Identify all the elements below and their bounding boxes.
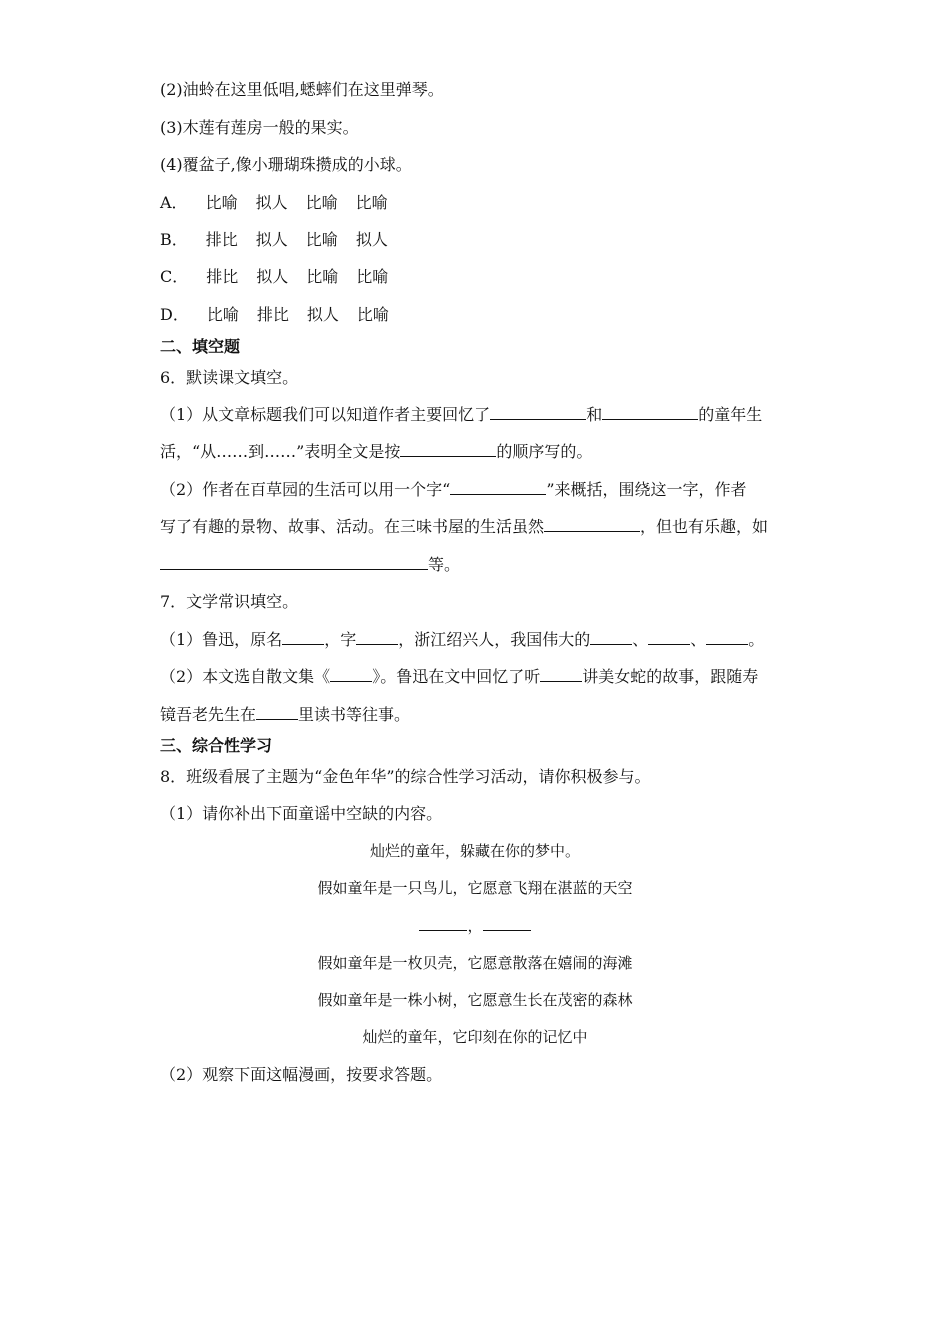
- q5-option-a[interactable]: [160, 193, 388, 213]
- option-term: 比喻: [305, 193, 338, 212]
- text: 活，“从……到……”表明全文是按: [160, 442, 401, 461]
- section-heading-fill-in: 二、填空题: [160, 337, 241, 356]
- text: ，浙江绍兴人，我国伟大的: [398, 630, 591, 649]
- option-term: 比喻: [306, 267, 339, 286]
- option-term: 比喻: [356, 267, 389, 286]
- text: （1）鲁迅，原名: [160, 630, 283, 649]
- option-letter: C．: [160, 267, 189, 286]
- option-term: 排比: [256, 305, 289, 324]
- option-letter: D．: [160, 305, 189, 324]
- blank-field[interactable]: [160, 555, 428, 570]
- text: 等。: [428, 555, 461, 574]
- q6-part2-line1: [160, 480, 747, 500]
- option-term: 比喻: [355, 193, 388, 212]
- option-term: 拟人: [255, 193, 288, 212]
- option-term: 比喻: [206, 305, 239, 324]
- text: ，: [467, 917, 483, 935]
- poem-line-1: 灿烂的童年，躲藏在你的梦中。: [369, 842, 580, 860]
- blank-field[interactable]: [544, 517, 640, 532]
- q6-part2-line2: [160, 517, 768, 537]
- q8-part1: （1）请你补出下面童谣中空缺的内容。: [160, 804, 443, 823]
- q6-part2-line3: [160, 555, 460, 575]
- q6-title: 6．默读课文填空。: [160, 368, 299, 387]
- text: 讲美女蛇的故事，跟随寿: [582, 667, 759, 686]
- option-letter: B．: [160, 230, 188, 249]
- blank-field[interactable]: [419, 916, 467, 931]
- text: 的顺序写的。: [496, 442, 593, 461]
- blank-field[interactable]: [483, 916, 531, 931]
- q6-part1-line2: [160, 442, 592, 462]
- text: 》。鲁迅在文中回忆了听: [372, 667, 541, 686]
- option-term: 比喻: [356, 305, 389, 324]
- blank-field[interactable]: [706, 630, 748, 645]
- blank-field[interactable]: [282, 630, 324, 645]
- q5-item-4: (4)覆盆子,像小珊瑚珠攒成的小球。: [160, 155, 412, 174]
- option-term: 排比: [206, 267, 239, 286]
- poem-blank-line: [0, 916, 950, 936]
- q7-part2-line2: [160, 705, 410, 725]
- text: 、: [690, 630, 707, 649]
- q5-item-2: (2)油蛉在这里低唱,蟋蟀们在这里弹琴。: [160, 80, 444, 99]
- option-term: 拟人: [355, 230, 388, 249]
- blank-field[interactable]: [450, 480, 546, 495]
- text: 镜吾老先生在: [160, 705, 257, 724]
- blank-field[interactable]: [400, 442, 496, 457]
- option-letter: A．: [160, 193, 188, 212]
- q8-title: 8．班级看展了主题为“金色年华”的综合性学习活动，请你积极参与。: [160, 767, 651, 786]
- text: ，但也有乐趣，如: [640, 517, 769, 536]
- option-term: 比喻: [205, 193, 238, 212]
- text: 的童年生: [698, 405, 763, 424]
- text: 和: [586, 405, 603, 424]
- text: （1）从文章标题我们可以知道作者主要回忆了: [160, 405, 491, 424]
- option-term: 拟人: [255, 230, 288, 249]
- option-term: 拟人: [306, 305, 339, 324]
- q8-part2: （2）观察下面这幅漫画，按要求答题。: [160, 1065, 443, 1084]
- poem-line-5: 灿烂的童年，它印刻在你的记忆中: [362, 1028, 588, 1046]
- q5-option-d[interactable]: [160, 305, 389, 325]
- blank-field[interactable]: [490, 405, 586, 420]
- q6-part1-line1: [160, 405, 762, 425]
- q7-title: 7．文学常识填空。: [160, 592, 299, 611]
- poem-line-2: 假如童年是一只鸟儿，它愿意飞翔在湛蓝的天空: [317, 879, 633, 897]
- blank-field[interactable]: [648, 630, 690, 645]
- text: 。: [748, 630, 765, 649]
- poem-line-3: 假如童年是一枚贝壳，它愿意散落在嬉闹的海滩: [317, 954, 633, 972]
- text: 、: [632, 630, 649, 649]
- text: 里读书等往事。: [298, 705, 411, 724]
- text: （2）作者在百草园的生活可以用一个字“: [160, 480, 451, 499]
- text: ，字: [324, 630, 357, 649]
- blank-field[interactable]: [540, 667, 582, 682]
- blank-field[interactable]: [330, 667, 372, 682]
- text: （2）本文选自散文集《: [160, 667, 331, 686]
- q7-part1: [160, 630, 764, 650]
- option-term: 比喻: [305, 230, 338, 249]
- blank-field[interactable]: [356, 630, 398, 645]
- blank-field[interactable]: [256, 705, 298, 720]
- q5-item-3: (3)木莲有莲房一般的果实。: [160, 118, 359, 137]
- q5-option-b[interactable]: [160, 230, 388, 250]
- poem-line-4: 假如童年是一株小树，它愿意生长在茂密的森林: [317, 991, 633, 1009]
- blank-field[interactable]: [602, 405, 698, 420]
- section-heading-comprehensive: 三、综合性学习: [160, 736, 273, 755]
- option-term: 排比: [205, 230, 238, 249]
- blank-field[interactable]: [590, 630, 632, 645]
- text: 写了有趣的景物、故事、活动。在三味书屋的生活虽然: [160, 517, 545, 536]
- q7-part2-line1: [160, 667, 758, 687]
- option-term: 拟人: [256, 267, 289, 286]
- q5-option-c[interactable]: [160, 267, 388, 287]
- text: ”来概括，围绕这一字，作者: [546, 480, 747, 499]
